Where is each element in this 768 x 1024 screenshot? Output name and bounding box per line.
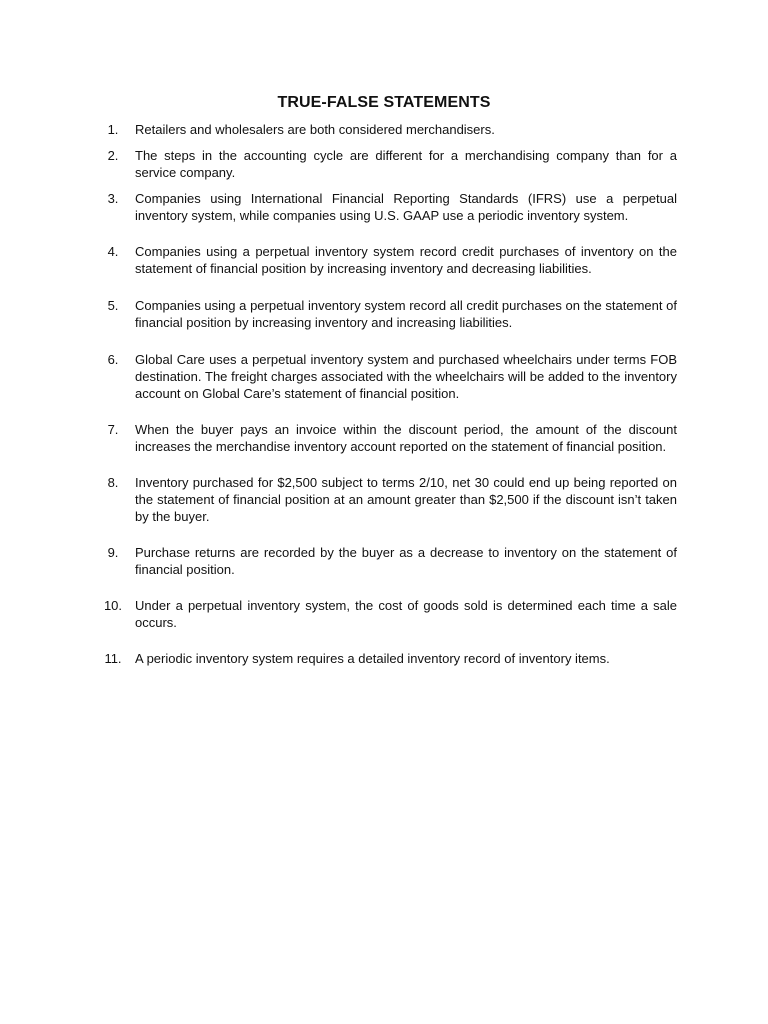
list-item bbox=[91, 121, 677, 138]
question-text: Companies using a perpetual inventory system record credit purchases of inventory on the statement of financial position by increasing inventory and decreasing liabilities. bbox=[135, 244, 677, 276]
question-text: Purchase returns are recorded by the buyer as a decrease to inventory on the statement of financial position. bbox=[135, 545, 677, 577]
list-item bbox=[91, 544, 677, 578]
question-list bbox=[91, 121, 677, 667]
question-number: 2. bbox=[107, 148, 119, 163]
question-number: 7. bbox=[107, 422, 119, 437]
question-text: Retailers and wholesalers are both considered merchandisers. bbox=[135, 122, 495, 137]
list-item bbox=[91, 147, 677, 181]
question-number: 9. bbox=[107, 545, 119, 560]
list-item bbox=[91, 190, 677, 224]
question-number: 3. bbox=[107, 191, 119, 206]
question-text: A periodic inventory system requires a detailed inventory record of inventory items. bbox=[135, 651, 610, 666]
question-number: 11. bbox=[104, 651, 122, 666]
question-text: Inventory purchased for $2,500 subject to terms 2/10, net 30 could end up being reported on the statement of financial position at an amount greater than $2,500 if the discount isn’t taken by the buyer. bbox=[135, 475, 677, 524]
question-number: 5. bbox=[107, 298, 119, 313]
list-item bbox=[91, 243, 677, 277]
question-number: 8. bbox=[107, 475, 119, 490]
question-text: Companies using International Financial Reporting Standards (IFRS) use a perpetual inventory system, while companies using U.S. GAAP use a periodic inventory system. bbox=[135, 191, 677, 223]
question-text: When the buyer pays an invoice within the discount period, the amount of the discount increases the merchandise inventory account reported on the statement of financial position. bbox=[135, 422, 677, 454]
page-title: TRUE-FALSE STATEMENTS bbox=[277, 94, 491, 111]
question-number: 6. bbox=[107, 352, 119, 367]
question-number: 1. bbox=[107, 122, 119, 137]
question-text: The steps in the accounting cycle are different for a merchandising company than for a service company. bbox=[135, 148, 677, 180]
question-text: Global Care uses a perpetual inventory system and purchased wheelchairs under terms FOB destination. The freight charges associated with the wheelchairs will be added to the inventory account on Global Care’s statement of financial position. bbox=[135, 352, 677, 401]
question-number: 10. bbox=[103, 598, 123, 613]
list-item bbox=[91, 421, 677, 455]
question-text: Companies using a perpetual inventory system record all credit purchases on the statement of financial position by increasing inventory and increasing liabilities. bbox=[135, 298, 677, 330]
list-item bbox=[91, 297, 677, 331]
list-item bbox=[91, 474, 677, 525]
question-number: 4. bbox=[107, 244, 119, 259]
list-item bbox=[91, 650, 677, 667]
question-text: Under a perpetual inventory system, the cost of goods sold is determined each time a sale occurs. bbox=[135, 598, 677, 630]
list-item bbox=[91, 351, 677, 402]
list-item bbox=[91, 597, 677, 631]
